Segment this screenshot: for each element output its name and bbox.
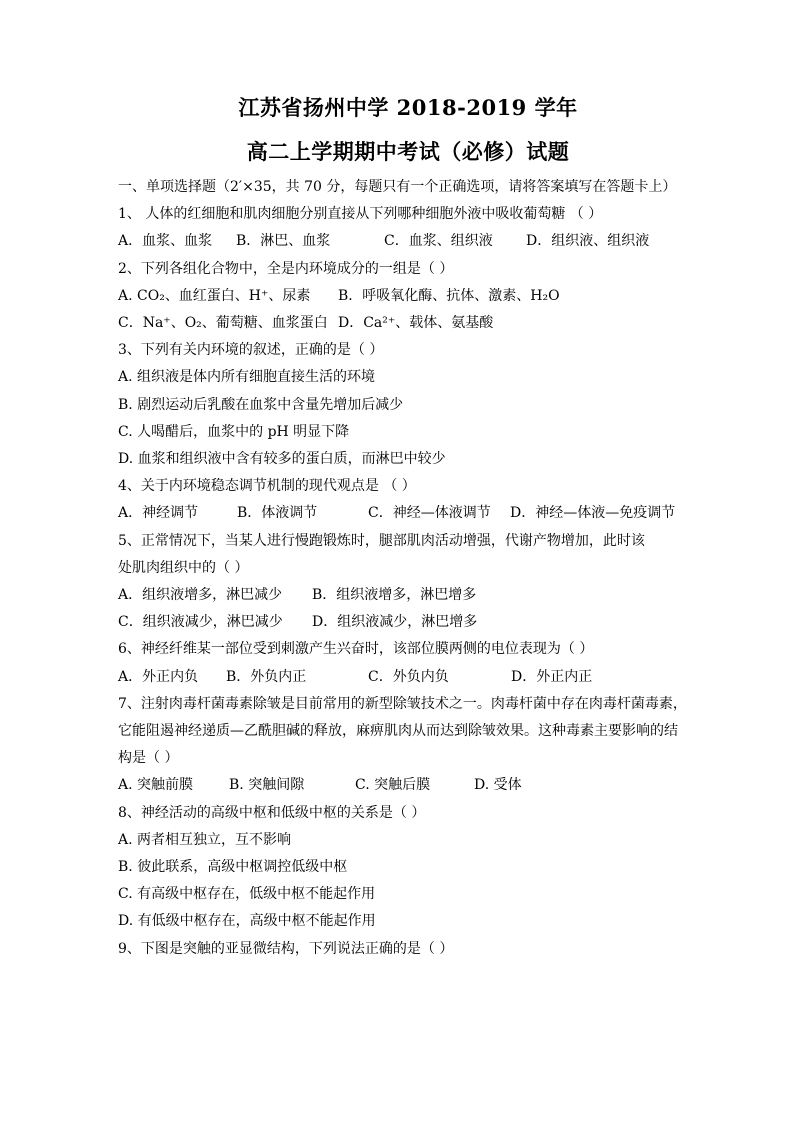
option-row [118, 609, 698, 636]
answer-option: B．体液调节 [237, 505, 318, 522]
option-row [118, 228, 698, 255]
answer-option: A. 组织液是体内所有细胞直接生活的环境 [118, 369, 376, 386]
option-row [118, 908, 698, 935]
answer-option: A．组织液增多，淋巴减少 [118, 587, 283, 604]
question-stem: 7、注射肉毒杆菌毒素除皱是目前常用的新型除皱技术之一。肉毒杆菌中存在肉毒杆菌毒素， [118, 695, 687, 712]
question-9 [118, 936, 698, 963]
question-stem: 构是（ ） [118, 750, 179, 767]
question-list [118, 201, 698, 963]
answer-option: D．组织液、组织液 [526, 233, 650, 250]
question-stem: 8、神经活动的高级中枢和低级中枢的关系是（ ） [118, 804, 426, 821]
answer-option: B. 彼此联系，高级中枢调控低级中枢 [118, 859, 348, 876]
question-stem: 它能阻遏神经递质—乙酰胆碱的释放，麻痹肌肉从而达到除皱效果。这种毒素主要影响的结 [118, 723, 678, 740]
answer-option: B．呼吸氧化酶、抗体、激素、H₂O [338, 287, 560, 304]
question-6 [118, 636, 698, 690]
answer-option: C．组织液减少，淋巴减少 [118, 614, 283, 631]
option-row [118, 881, 698, 908]
option-row [118, 772, 698, 799]
exam-title-line-2: 高二上学期期中考试（必修）试题 [246, 139, 570, 164]
answer-option: D．Ca²⁺、载体、氨基酸 [338, 315, 494, 332]
question-stem: 3、下列有关内环境的叙述，正确的是（ ） [118, 342, 384, 359]
option-row [118, 419, 698, 446]
answer-option: D. 有低级中枢存在，高级中枢不能起作用 [118, 913, 376, 930]
answer-option: C．血浆、组织液 [384, 233, 493, 250]
answer-option: B．淋巴、血浆 [236, 233, 331, 250]
question-2 [118, 256, 698, 338]
question-1 [118, 201, 698, 255]
answer-option: C. 人喝醋后，血浆中的 pH 明显下降 [118, 423, 350, 440]
option-row [118, 283, 698, 310]
answer-option: D．组织液减少，淋巴增多 [312, 614, 478, 631]
answer-option: C. 有高级中枢存在，低级中枢不能起作用 [118, 886, 376, 903]
answer-option: A. 突触前膜 [118, 777, 194, 794]
question-stem: 4、关于内环境稳态调节机制的现代观点是 （ ） [118, 478, 416, 495]
exam-page [118, 92, 698, 963]
option-row [118, 582, 698, 609]
answer-option: C．外负内负 [368, 668, 449, 685]
answer-option: A. 两者相互独立，互不影响 [118, 831, 292, 848]
answer-option: C. 突触后膜 [355, 777, 431, 794]
question-4 [118, 473, 698, 527]
question-stem: 1、 人体的红细胞和肌肉细胞分别直接从下列哪种细胞外液中吸收葡萄糖 （ ） [118, 206, 603, 223]
question-8 [118, 800, 698, 936]
answer-option: D. 受体 [474, 777, 522, 794]
answer-option: A．神经调节 [118, 505, 199, 522]
option-row [118, 364, 698, 391]
question-stem: 6、神经纤维某一部位受到刺激产生兴奋时，该部位膜两侧的电位表现为（ ） [118, 641, 594, 658]
answer-option: A. CO₂、血红蛋白、H⁺、尿素 [118, 287, 311, 304]
answer-option: C．神经—体液调节 [368, 505, 491, 522]
section-header: 一、单项选择题（2′×35，共 70 分，每题只有一个正确选项，请将答案填写在答题卡上） [118, 179, 677, 195]
question-stem: 5、正常情况下，当某人进行慢跑锻炼时，腿部肌肉活动增强，代谢产物增加，此时该 [118, 532, 645, 549]
question-3 [118, 337, 698, 473]
option-row [118, 446, 698, 473]
option-row [118, 392, 698, 419]
answer-option: B．组织液增多，淋巴增多 [312, 587, 477, 604]
exam-title-line-1: 江苏省扬州中学 2018-2019 学年 [238, 95, 578, 120]
option-row [118, 310, 698, 337]
answer-option: B．外负内正 [226, 668, 307, 685]
answer-option: D．神经—体液—免疫调节 [510, 505, 676, 522]
answer-option: D．外正内正 [511, 668, 593, 685]
question-stem: 2、下列各组化合物中，全是内环境成分的一组是（ ） [118, 260, 454, 277]
question-stem: 9、下图是突触的亚显微结构，下列说法正确的是（ ） [118, 940, 454, 957]
question-7 [118, 691, 698, 800]
answer-option: A．血浆、血浆 [118, 233, 213, 250]
option-row [118, 664, 698, 691]
question-stem: 处肌肉组织中的（ ） [118, 559, 249, 576]
question-5 [118, 528, 698, 637]
answer-option: C．Na⁺、O₂、葡萄糖、血浆蛋白 [118, 315, 328, 332]
answer-option: B. 剧烈运动后乳酸在血浆中含量先增加后减少 [118, 396, 404, 413]
option-row [118, 854, 698, 881]
answer-option: A．外正内负 [118, 668, 199, 685]
option-row [118, 827, 698, 854]
answer-option: B. 突触间隙 [229, 777, 305, 794]
answer-option: D. 血浆和组织液中含有较多的蛋白质，而淋巴中较少 [118, 451, 446, 468]
option-row [118, 500, 698, 527]
